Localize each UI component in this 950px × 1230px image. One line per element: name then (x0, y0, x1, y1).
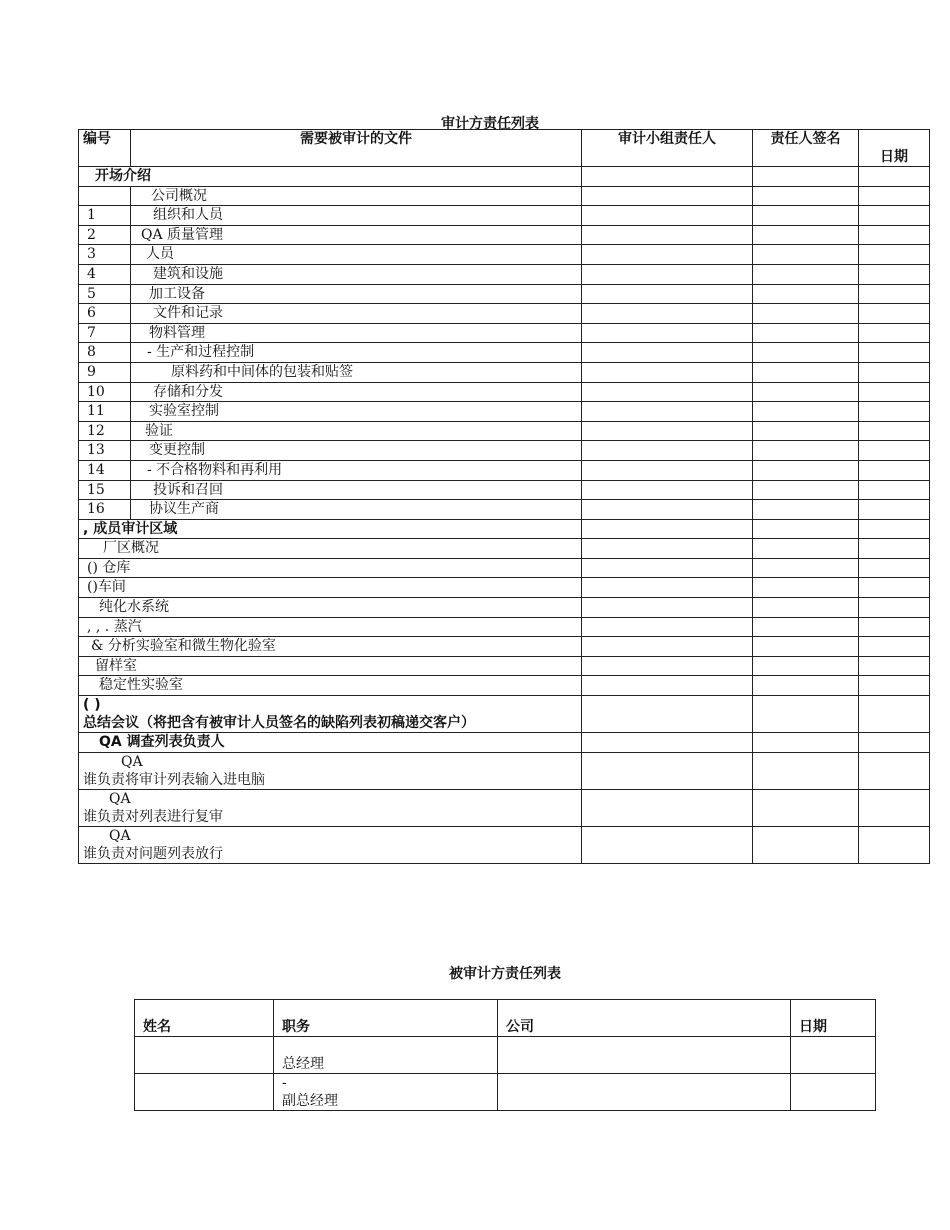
blank-cell (753, 637, 859, 657)
header-no: 编号 (79, 130, 131, 167)
qa-cell (79, 826, 582, 863)
auditor-responsibility-table (78, 129, 930, 864)
closing-row (79, 696, 930, 733)
blank-cell (753, 421, 859, 441)
blank-cell (582, 284, 753, 304)
blank-cell (753, 382, 859, 402)
blank-cell (753, 480, 859, 500)
blank-cell (582, 225, 753, 245)
header-company: 公司 (498, 1000, 791, 1037)
blank-cell (753, 264, 859, 284)
blank-cell (582, 558, 753, 578)
row-number: 9 (79, 362, 131, 382)
qa-row (79, 826, 930, 863)
blank-cell (859, 826, 930, 863)
table-row (79, 598, 930, 618)
blank-cell (582, 676, 753, 696)
position-line2: 总经理 (282, 1056, 324, 1072)
row-label: 文件和记录 (131, 304, 582, 324)
date-cell (791, 1037, 876, 1074)
header-team-lead: 审计小组责任人 (582, 130, 753, 167)
section-row (79, 167, 930, 187)
blank-cell (859, 460, 930, 480)
blank-cell (582, 441, 753, 461)
auditee-table-title: 被审计方责任列表 (449, 966, 561, 982)
blank-cell (859, 558, 930, 578)
blank-cell (753, 284, 859, 304)
header-position: 职务 (274, 1000, 498, 1037)
table-row (79, 245, 930, 265)
row-label: QA 质量管理 (131, 225, 582, 245)
table-row (79, 323, 930, 343)
blank-cell (753, 500, 859, 520)
section-row (79, 733, 930, 753)
auditor-table-title: 审计方责任列表 (441, 116, 539, 132)
row-number: 8 (79, 343, 131, 363)
row-number: 7 (79, 323, 131, 343)
table-header-row (79, 130, 930, 167)
blank-cell (582, 245, 753, 265)
blank-cell (753, 402, 859, 422)
table-row (79, 264, 930, 284)
blank-cell (753, 598, 859, 618)
row-number: 13 (79, 441, 131, 461)
blank-cell (582, 578, 753, 598)
blank-cell (859, 421, 930, 441)
qa-row (79, 752, 930, 789)
qa-cell (79, 789, 582, 826)
blank-cell (582, 539, 753, 559)
blank-cell (859, 637, 930, 657)
section-title-qa: QA 调查列表负责人 (79, 733, 582, 753)
closing-line2: 总结会议（将把含有被审计人员签名的缺陷列表初稿递交客户） (83, 715, 475, 732)
area-label: 稳定性实验室 (79, 676, 582, 696)
table-row (79, 558, 930, 578)
blank-cell (753, 206, 859, 226)
header-date: 日期 (791, 1000, 876, 1037)
position-cell (274, 1074, 498, 1111)
blank-cell (859, 304, 930, 324)
blank-cell (859, 441, 930, 461)
table-row (79, 460, 930, 480)
area-label: () 仓库 (79, 558, 582, 578)
table-header-row (135, 1000, 876, 1037)
name-cell (135, 1037, 274, 1074)
row-label: 实验室控制 (131, 402, 582, 422)
blank-cell (859, 656, 930, 676)
blank-cell (859, 343, 930, 363)
blank-cell (859, 264, 930, 284)
qa-line1: QA (109, 790, 131, 807)
blank-cell (582, 304, 753, 324)
blank-cell (582, 264, 753, 284)
qa-line1: QA (109, 827, 131, 844)
table-row (79, 500, 930, 520)
table-row (79, 362, 930, 382)
area-label: ()车间 (79, 578, 582, 598)
blank-cell (582, 500, 753, 520)
qa-line2: 谁负责将审计列表输入进电脑 (83, 771, 265, 788)
area-label: 厂区概况 (79, 539, 582, 559)
blank-cell (582, 343, 753, 363)
table-row (79, 225, 930, 245)
blank-cell (859, 539, 930, 559)
row-label: - 生产和过程控制 (131, 343, 582, 363)
header-date: 日期 (859, 130, 930, 167)
qa-row (79, 789, 930, 826)
closing-line1: ( ) (83, 697, 101, 714)
table-row (135, 1037, 876, 1074)
row-number: 6 (79, 304, 131, 324)
blank-cell (859, 225, 930, 245)
blank-cell (753, 656, 859, 676)
blank-cell (753, 578, 859, 598)
blank-cell (859, 245, 930, 265)
qa-line2: 谁负责对列表进行复审 (83, 808, 223, 825)
position-line1: - (282, 1075, 287, 1091)
table-row (79, 304, 930, 324)
blank-cell (582, 752, 753, 789)
blank-cell (582, 598, 753, 618)
table-row (79, 617, 930, 637)
table-row (79, 186, 930, 206)
row-number: 16 (79, 500, 131, 520)
blank-cell (582, 362, 753, 382)
qa-line1: QA (121, 753, 143, 770)
table-row (79, 206, 930, 226)
blank-cell (859, 617, 930, 637)
row-number: 4 (79, 264, 131, 284)
table-row (79, 637, 930, 657)
row-number: 10 (79, 382, 131, 402)
row-label: 人员 (131, 245, 582, 265)
header-document: 需要被审计的文件 (131, 130, 582, 167)
blank-cell (859, 752, 930, 789)
table-row (79, 421, 930, 441)
blank-cell (859, 676, 930, 696)
row-label: 存储和分发 (131, 382, 582, 402)
blank-cell (582, 421, 753, 441)
blank-cell (753, 676, 859, 696)
section-title-areas: , 成员审计区域 (79, 519, 582, 539)
table-row (79, 284, 930, 304)
closing-meeting-cell (79, 696, 582, 733)
blank-cell (753, 558, 859, 578)
blank-cell (753, 789, 859, 826)
blank-cell (859, 789, 930, 826)
row-label: 协议生产商 (131, 500, 582, 520)
blank-cell (753, 826, 859, 863)
blank-cell (859, 382, 930, 402)
blank-cell (582, 637, 753, 657)
row-number: 5 (79, 284, 131, 304)
date-cell (791, 1074, 876, 1111)
row-number: 15 (79, 480, 131, 500)
header-name: 姓名 (135, 1000, 274, 1037)
area-label: & 分析实验室和微生物化验室 (79, 637, 582, 657)
table-row (79, 402, 930, 422)
row-label: 公司概况 (131, 186, 582, 206)
section-row (79, 519, 930, 539)
area-label: 纯化水系统 (79, 598, 582, 618)
section-title-opening: 开场介绍 (79, 167, 582, 187)
table-row (79, 578, 930, 598)
row-label: 原料药和中间体的包装和贴签 (131, 362, 582, 382)
auditee-responsibility-table (134, 999, 876, 1111)
blank-cell (753, 752, 859, 789)
name-cell (135, 1074, 274, 1111)
blank-cell (859, 284, 930, 304)
blank-cell (753, 245, 859, 265)
company-cell (498, 1074, 791, 1111)
row-number: 14 (79, 460, 131, 480)
blank-cell (859, 578, 930, 598)
row-label: - 不合格物料和再利用 (131, 460, 582, 480)
blank-cell (582, 617, 753, 637)
blank-cell (582, 789, 753, 826)
blank-cell (753, 323, 859, 343)
blank-cell (859, 402, 930, 422)
row-number: 11 (79, 402, 131, 422)
blank-cell (753, 362, 859, 382)
area-label: 留样室 (79, 656, 582, 676)
blank-cell (753, 441, 859, 461)
blank-cell (859, 206, 930, 226)
blank-cell (582, 323, 753, 343)
position-line1 (282, 1037, 489, 1055)
blank-cell (753, 225, 859, 245)
table-row (79, 343, 930, 363)
blank-cell (582, 656, 753, 676)
blank-cell (859, 480, 930, 500)
table-row (79, 676, 930, 696)
blank-cell (582, 402, 753, 422)
blank-cell (859, 362, 930, 382)
row-label: 投诉和召回 (131, 480, 582, 500)
company-cell (498, 1037, 791, 1074)
qa-line2: 谁负责对问题列表放行 (83, 845, 223, 862)
table-row (79, 656, 930, 676)
row-label: 加工设备 (131, 284, 582, 304)
table-row (79, 539, 930, 559)
header-signature: 责任人签名 (753, 130, 859, 167)
blank-cell (753, 539, 859, 559)
row-number: 12 (79, 421, 131, 441)
table-row (135, 1074, 876, 1111)
blank-cell (582, 382, 753, 402)
blank-cell (582, 480, 753, 500)
row-number: 1 (79, 206, 131, 226)
row-label: 变更控制 (131, 441, 582, 461)
row-label: 建筑和设施 (131, 264, 582, 284)
table-row (79, 441, 930, 461)
blank-cell (859, 598, 930, 618)
row-number: 2 (79, 225, 131, 245)
area-label: , , . 蒸汽 (79, 617, 582, 637)
table-row (79, 480, 930, 500)
blank-cell (753, 617, 859, 637)
table-row (79, 382, 930, 402)
blank-cell (859, 323, 930, 343)
blank-cell (582, 460, 753, 480)
row-number: 3 (79, 245, 131, 265)
blank-cell (582, 206, 753, 226)
qa-cell (79, 752, 582, 789)
row-label: 验证 (131, 421, 582, 441)
row-label: 物料管理 (131, 323, 582, 343)
blank-cell (859, 500, 930, 520)
row-label: 组织和人员 (131, 206, 582, 226)
blank-cell (753, 460, 859, 480)
position-line2: 副总经理 (282, 1093, 338, 1109)
blank-cell (753, 304, 859, 324)
blank-cell (753, 343, 859, 363)
blank-cell (582, 826, 753, 863)
position-cell (274, 1037, 498, 1074)
